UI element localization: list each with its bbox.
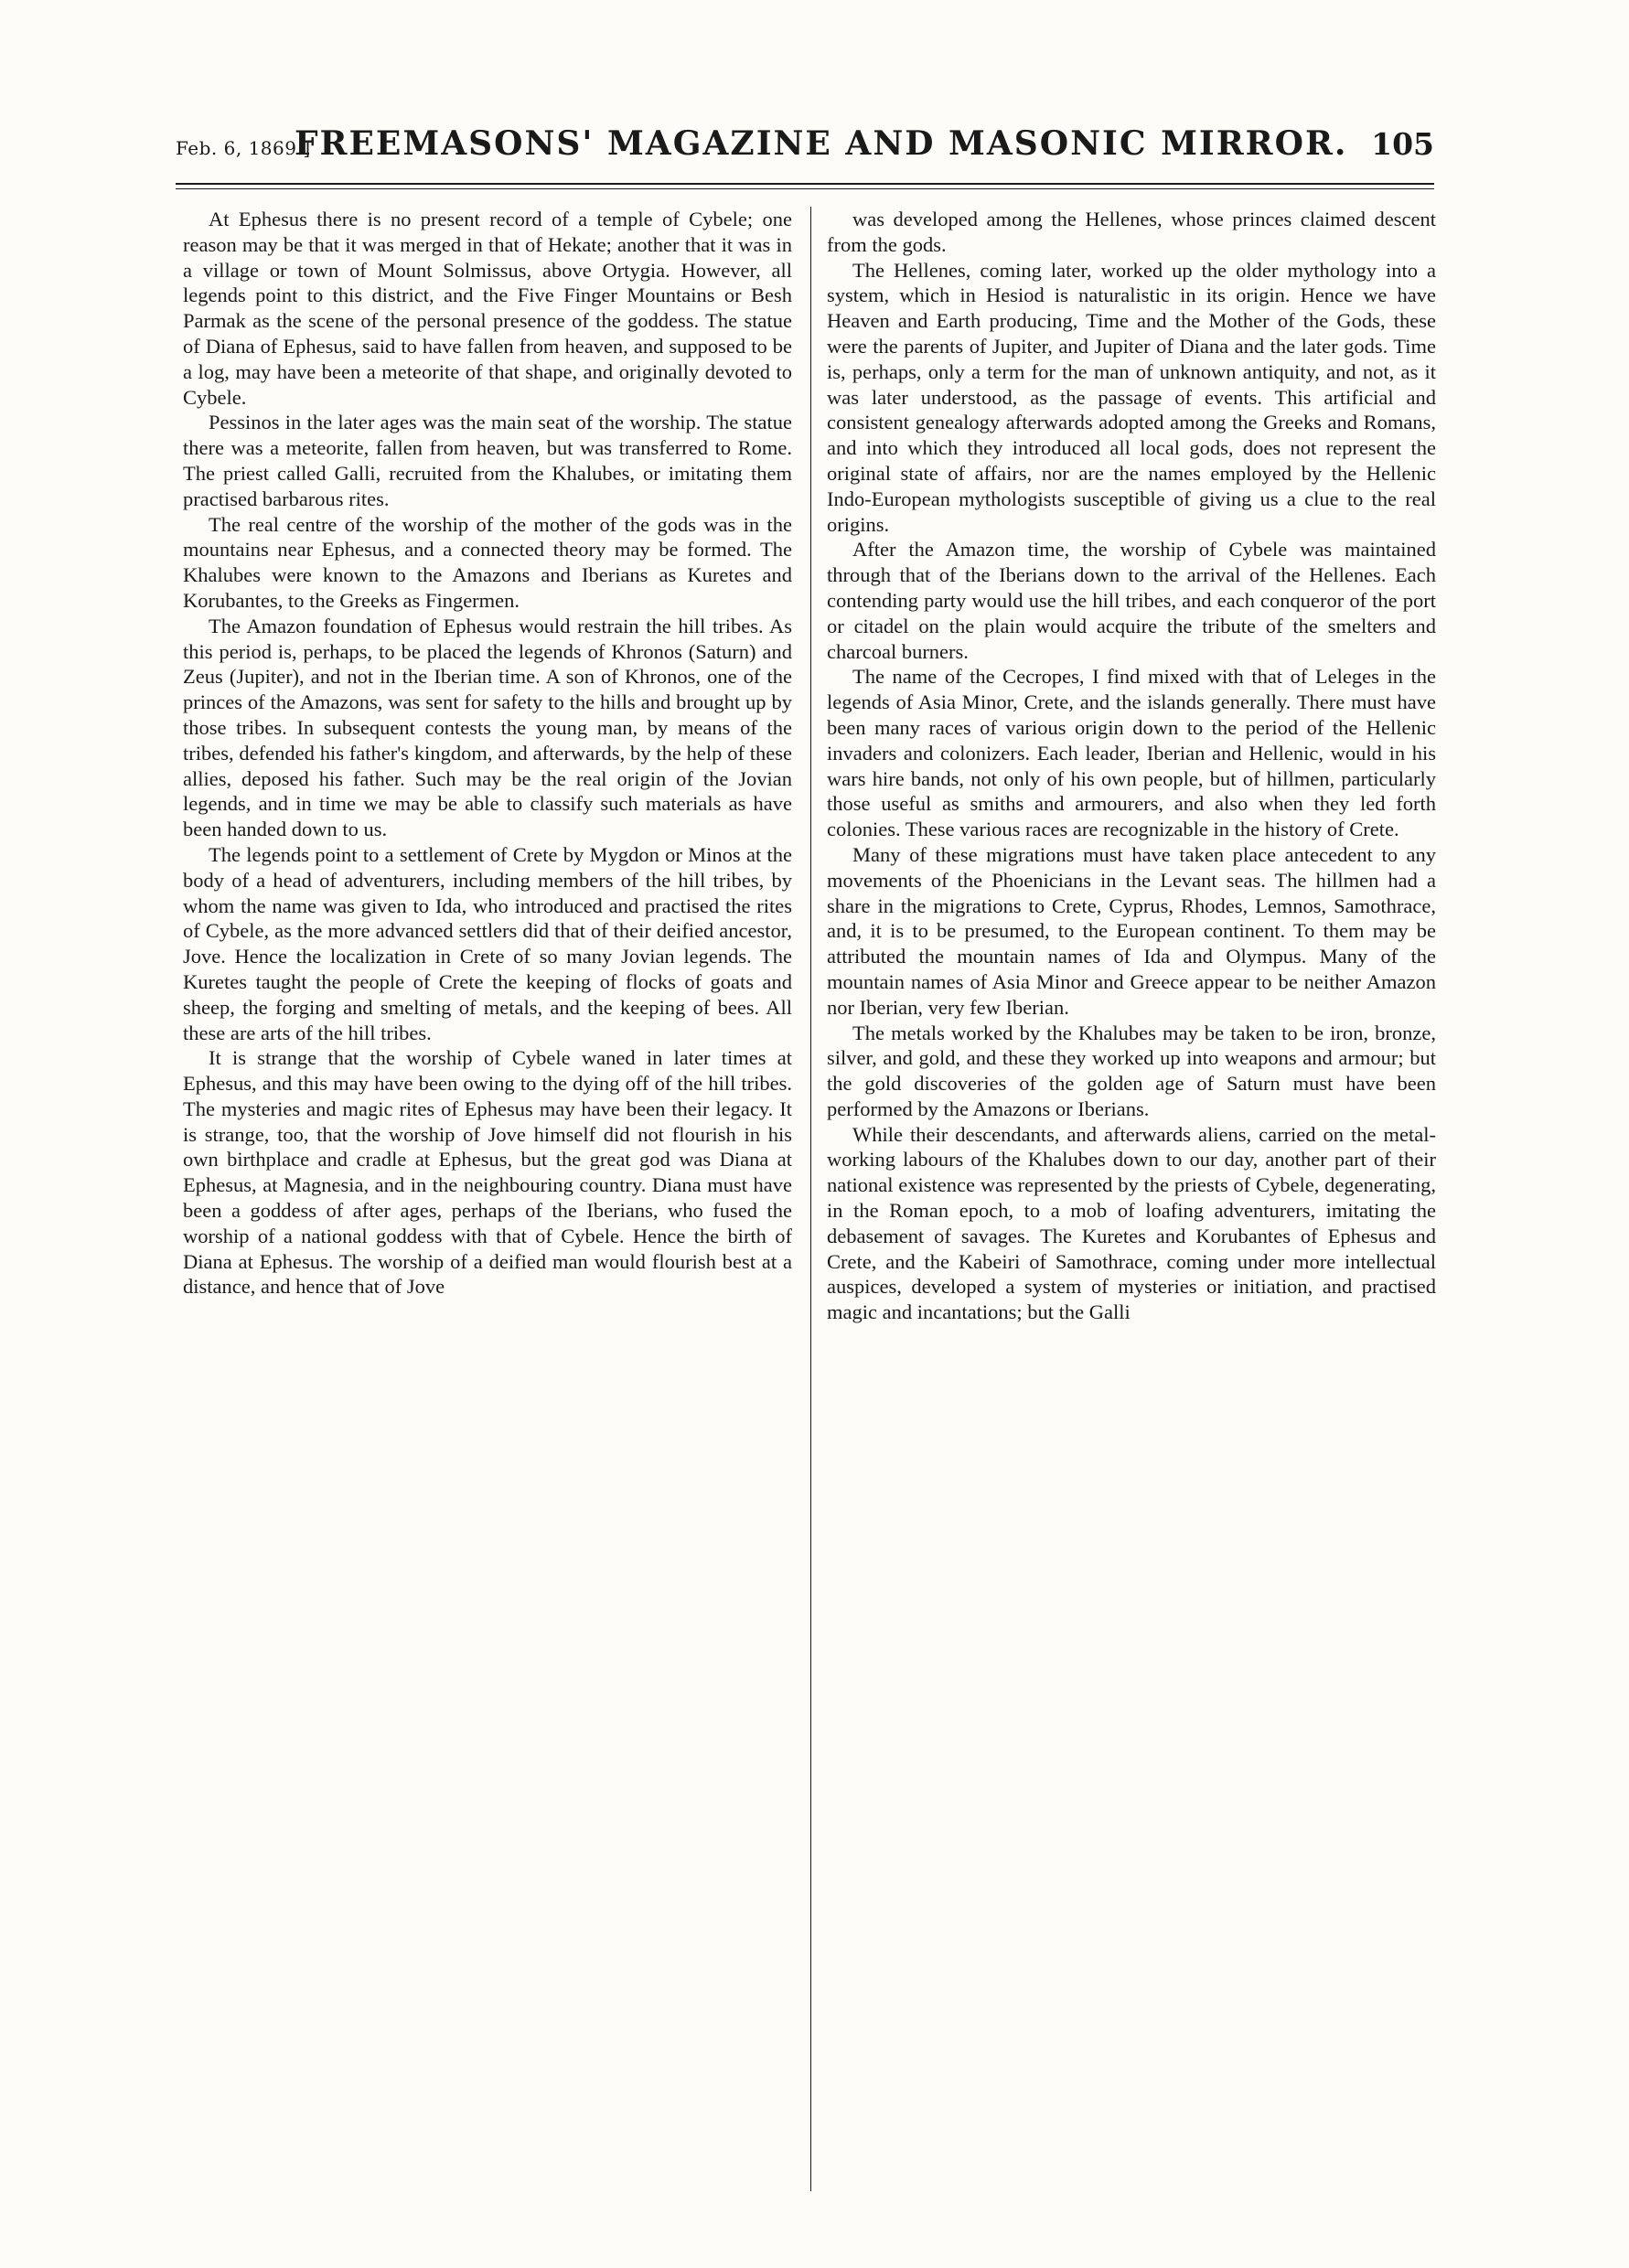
paragraph: The Amazon foundation of Ephesus would restrain the hill tribes. As this period is, perhaps, to be placed the legends of Khronos (Saturn) and Zeus (Jupiter), and not in the Iberian time. A son of Khronos, one of the princes of the Amazons, was sent for safety to the hills and brought up by those tribes. In subsequent contests the young man, by means of the tribes, defended his father's kingdom, and afterwards, by the help of these allies, deposed his father. Such may be the real origin of the Jovian legends, and in time we may be able to classify such materials as have been handed down to us. xyxy=(183,614,792,841)
header-rule xyxy=(176,183,1434,185)
issue-date: Feb. 6, 1869.] xyxy=(176,137,311,159)
paragraph: It is strange that the worship of Cybele waned in later times at Ephesus, and this may have been owing to the dying off of the hill tribes. The mysteries and magic rites of Ephesus may have been their legacy. It is strange, too, that the worship of Jove himself did not flourish in his own birthplace and cradle at Ephesus, but the great god was Diana at Ephesus, at Magnesia, and in the neighbouring country. Diana must have been a goddess of after ages, perhaps of the Iberians, who fused the worship of a national goddess with that of Cybele. Hence the birth of Diana at Ephesus. The worship of a deified man would flourish best at a distance, and hence that of Jove xyxy=(183,1046,792,1299)
paragraph: The name of the Cecropes, I find mixed with that of Leleges in the legends of Asia Minor, Crete, and the islands generally. There must have been many races of various origin down to the period of the Hellenic invaders and colonizers. Each leader, Iberian and Hellenic, would in his wars hire bands, not only of his own people, but of hillmen, particularly those useful as smiths and armourers, and also when they led forth colonies. These various races are recognizable in the history of Crete. xyxy=(827,665,1436,841)
column-divider xyxy=(810,207,811,2191)
paragraph: The Hellenes, coming later, worked up the older mythology into a system, which in Hesiod is naturalistic in its origin. Hence we have Heaven and Earth producing, Time and the Mother of the Gods, these were the parents of Jupiter, and Jupiter of Diana and the later gods. Time is, perhaps, only a term for the man of unknown antiquity, and not, as it was later understood, as the passage of events. This artificial and consistent genealogy afterwards adopted among the Greeks and Romans, and into which they introduced all local gods, does not represent the original state of affairs, nor are the names employed by the Hellenic Indo-European mythologists susceptible of giving us a clue to the real origins. xyxy=(827,258,1436,536)
paragraph: The real centre of the worship of the mother of the gods was in the mountains near Ephesus, and a connected theory may be formed. The Khalubes were known to the Amazons and Iberians as Kuretes and Korubantes, to the Greeks as Fingermen. xyxy=(183,512,792,612)
page-number: 105 xyxy=(1371,126,1434,162)
left-column xyxy=(183,207,792,2211)
running-header xyxy=(176,124,1434,176)
paragraph: At Ephesus there is no present record of a temple of Cybele; one reason may be that it was merged in that of Hekate; another that it was in a village or town of Mount Solmissus, above Ortygia. However, all legends point to this district, and the Five Finger Mountains or Besh Parmak as the scene of the personal presence of the goddess. The statue of Diana of Ephesus, said to have fallen from heaven, and supposed to be a log, may have been a meteorite of that shape, and originally devoted to Cybele. xyxy=(183,208,792,409)
magazine-title: FREEMASONS' MAGAZINE AND MASONIC MIRROR. xyxy=(295,124,1348,163)
right-column xyxy=(827,207,1436,2211)
paragraph: Pessinos in the later ages was the main seat of the worship. The statue there was a meteorite, fallen from heaven, but was transferred to Rome. The priest called Galli, recruited from the Khalubes, or imitating them practised barbarous rites. xyxy=(183,411,792,510)
paragraph: The metals worked by the Khalubes may be taken to be iron, bronze, silver, and gold, and these they worked up into weapons and armour; but the gold discoveries of the golden age of Saturn must have been performed by the Amazons or Iberians. xyxy=(827,1021,1436,1120)
paragraph: Many of these migrations must have taken place antecedent to any movements of the Phoenicians in the Levant seas. The hillmen had a share in the migrations to Crete, Cyprus, Rhodes, Lemnos, Samothrace, and, it is to be presumed, to the European continent. To them may be attributed the mountain names of Ida and Olympus. Many of the mountain names of Asia Minor and Greece appear to be neither Amazon nor Iberian, very few Iberian. xyxy=(827,842,1436,1019)
paragraph: The legends point to a settlement of Crete by Mygdon or Minos at the body of a head of adventurers, including members of the hill tribes, by whom the name was given to Ida, who introduced and practised the rites of Cybele, as the more advanced settlers did that of their deified ancestor, Jove. Hence the localization in Crete of so many Jovian legends. The Kuretes taught the people of Crete the keeping of flocks of goats and sheep, the forging and smelting of metals, and the keeping of bees. All these are arts of the hill tribes. xyxy=(183,842,792,1044)
paragraph: was developed among the Hellenes, whose princes claimed descent from the gods. xyxy=(827,208,1436,256)
header-rule-thin xyxy=(176,188,1434,189)
paragraph: After the Amazon time, the worship of Cybele was maintained through that of the Iberians down to the arrival of the Hellenes. Each contending party would use the hill tribes, and each conqueror of the port or citadel on the plain would acquire the tribute of the smelters and charcoal burners. xyxy=(827,538,1436,663)
paragraph: While their descendants, and afterwards aliens, carried on the metal-working labours of the Khalubes down to our day, another part of their national existence was represented by the priests of Cybele, degenerating, in the Roman epoch, to a mob of loafing adventurers, imitating the debasement of savages. The Kuretes and Korubantes of Ephesus and Crete, and the Kabeiri of Samothrace, coming under more intellectual auspices, developed a system of mysteries or initiation, and practised magic and incantations; but the Galli xyxy=(827,1122,1436,1324)
